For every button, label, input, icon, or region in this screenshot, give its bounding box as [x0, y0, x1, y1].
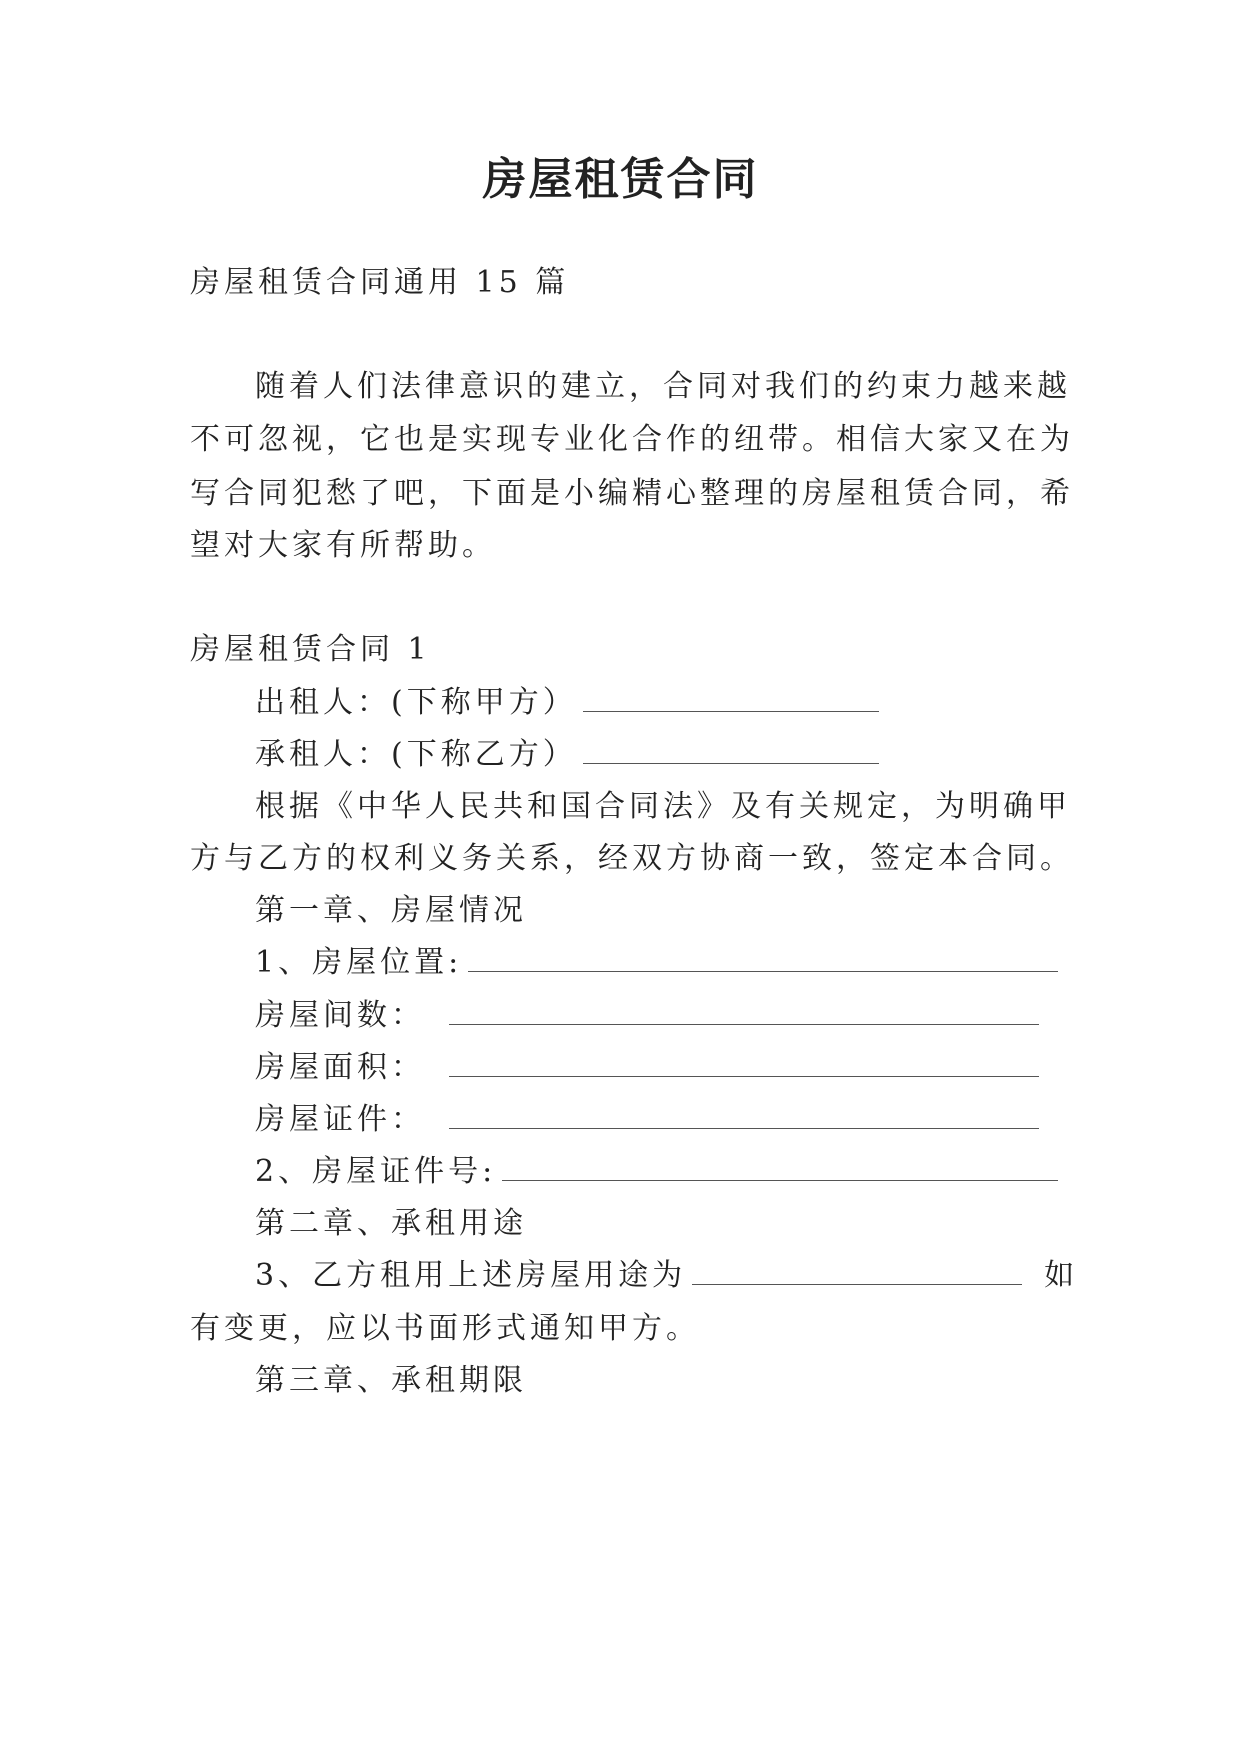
location-line	[255, 943, 1070, 983]
lessor-blank[interactable]	[583, 683, 879, 712]
area-label: 房屋面积：	[255, 1050, 425, 1085]
chapter-3-heading: 第三章、承租期限	[255, 1363, 527, 1398]
basis-line-1: 根据《中华人民共和国合同法》及有关规定，为明确甲	[255, 789, 1071, 824]
cert-no-line	[255, 1152, 1070, 1192]
use-tail: 如	[1044, 1258, 1079, 1293]
lessee-blank[interactable]	[583, 735, 879, 764]
rooms-label: 房屋间数：	[255, 998, 425, 1033]
rooms-line	[255, 996, 1070, 1036]
use-label: 3、乙方租用上述房屋用途为	[255, 1258, 687, 1293]
lessee-line	[255, 735, 1070, 775]
location-blank[interactable]	[468, 943, 1058, 972]
chapter-2-heading: 第二章、承租用途	[255, 1206, 527, 1241]
document-subtitle: 房屋租赁合同通用 15 篇	[190, 265, 570, 300]
certificate-label: 房屋证件：	[255, 1102, 425, 1137]
location-label: 1、房屋位置:	[255, 945, 463, 980]
area-line	[255, 1048, 1070, 1088]
chapter-1-heading: 第一章、房屋情况	[255, 893, 527, 928]
lessor-line	[255, 683, 1070, 723]
lessee-label: 承租人：(下称乙方）	[255, 737, 577, 772]
contract-heading: 房屋租赁合同 1	[190, 632, 431, 667]
document-title: 房屋租赁合同	[482, 154, 759, 205]
certificate-line	[255, 1100, 1070, 1140]
use-line-2: 有变更，应以书面形式通知甲方。	[190, 1311, 700, 1346]
intro-line-1: 随着人们法律意识的建立，合同对我们的约束力越来越	[255, 369, 1071, 404]
intro-line-4: 望对大家有所帮助。	[190, 528, 496, 563]
certificate-blank[interactable]	[449, 1100, 1039, 1129]
use-line	[255, 1256, 1079, 1296]
rooms-blank[interactable]	[449, 996, 1039, 1025]
lessor-label: 出租人：(下称甲方）	[255, 685, 577, 720]
basis-line-2: 方与乙方的权利义务关系，经双方协商一致，签定本合同。	[190, 841, 1074, 876]
intro-line-3: 写合同犯愁了吧，下面是小编精心整理的房屋租赁合同，希	[190, 476, 1074, 511]
cert-no-label: 2、房屋证件号:	[255, 1154, 497, 1189]
use-blank[interactable]	[692, 1256, 1022, 1285]
cert-no-blank[interactable]	[502, 1152, 1058, 1181]
area-blank[interactable]	[449, 1048, 1039, 1077]
intro-line-2: 不可忽视，它也是实现专业化合作的纽带。相信大家又在为	[190, 422, 1074, 457]
